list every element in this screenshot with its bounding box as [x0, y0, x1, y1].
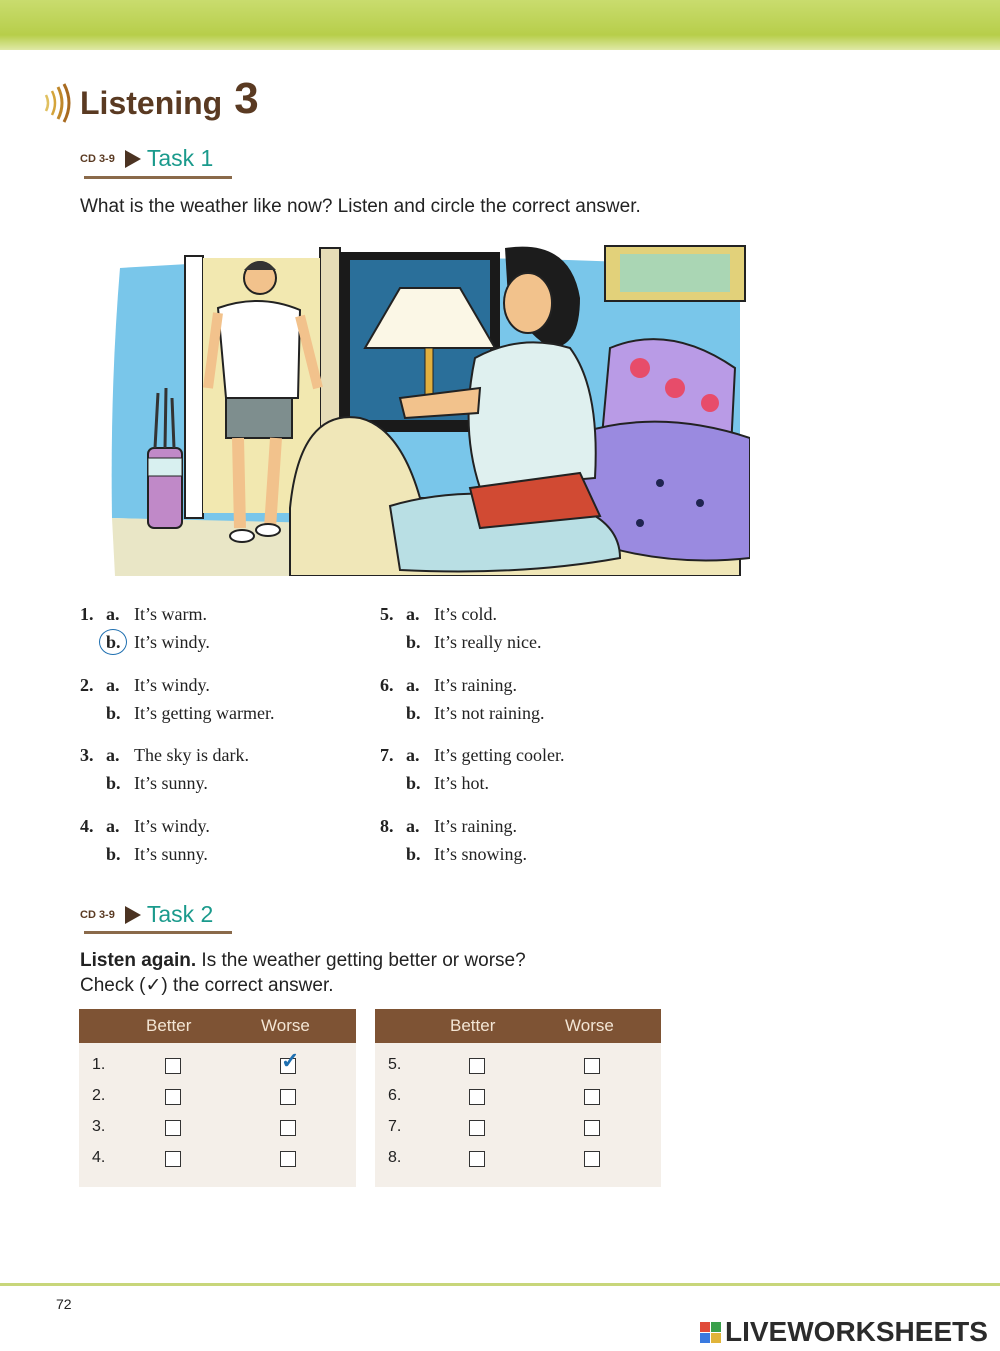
worse-checkbox-5[interactable]	[584, 1058, 600, 1074]
question-item	[80, 745, 380, 801]
section-title: Listening	[80, 84, 223, 121]
option-letter-b[interactable]: b.	[106, 703, 121, 723]
better-checkbox-8[interactable]	[469, 1151, 485, 1167]
task2-title: Task 2	[146, 901, 214, 927]
option-letter-a[interactable]: a.	[106, 604, 120, 624]
option-letter-a[interactable]: a.	[406, 745, 420, 765]
option-text-a: It’s windy.	[134, 816, 210, 836]
row-number: 2.	[92, 1087, 106, 1104]
question-item	[380, 745, 680, 801]
row-number: 6.	[388, 1087, 402, 1104]
option-text-b: It’s really nice.	[434, 632, 542, 652]
question-number: 3.	[80, 745, 94, 765]
question-number: 5.	[380, 604, 394, 624]
table-header	[375, 1009, 661, 1043]
option-text-a: The sky is dark.	[134, 745, 249, 765]
column-better: Better	[146, 1016, 192, 1035]
question-item	[380, 675, 680, 731]
option-text-a: It’s warm.	[134, 604, 207, 624]
question-item	[80, 675, 380, 731]
worse-checkbox-6[interactable]	[584, 1089, 600, 1105]
answer-table-right	[375, 1009, 661, 1187]
task1-title: Task 1	[146, 145, 214, 171]
top-color-band	[0, 0, 1000, 50]
task2-instruction-line1	[80, 950, 526, 972]
task2-underline	[84, 931, 232, 934]
option-text-b: It’s windy.	[134, 632, 210, 652]
row-number: 5.	[388, 1056, 402, 1073]
question-number: 8.	[380, 816, 394, 836]
better-checkbox-6[interactable]	[469, 1089, 485, 1105]
row-number: 7.	[388, 1118, 402, 1135]
worse-checkbox-2[interactable]	[280, 1089, 296, 1105]
section-number: 3	[234, 74, 259, 123]
option-letter-a[interactable]: a.	[106, 816, 120, 836]
option-text-b: It’s sunny.	[134, 773, 208, 793]
task1-underline	[84, 176, 232, 179]
option-text-b: It’s getting warmer.	[134, 703, 275, 723]
option-letter-b[interactable]: b.	[406, 703, 421, 723]
worse-checkbox-7[interactable]	[584, 1120, 600, 1136]
option-letter-b[interactable]: b.	[106, 844, 121, 864]
section-header	[40, 74, 259, 128]
option-text-a: It’s raining.	[434, 816, 517, 836]
better-checkbox-4[interactable]	[165, 1151, 181, 1167]
question-item	[380, 816, 680, 872]
cd-track-label: CD 3-9	[80, 152, 115, 165]
page-number: 72	[56, 1296, 72, 1312]
sound-waves-icon	[40, 83, 78, 123]
brand-logo-icon	[700, 1322, 721, 1343]
option-text-a: It’s raining.	[434, 675, 517, 695]
row-number: 3.	[92, 1118, 106, 1135]
worse-checkbox-3[interactable]	[280, 1120, 296, 1136]
option-text-a: It’s cold.	[434, 604, 497, 624]
question-number: 4.	[80, 816, 94, 836]
better-checkbox-7[interactable]	[469, 1120, 485, 1136]
row-number: 8.	[388, 1149, 402, 1166]
play-arrow-icon	[125, 906, 141, 924]
option-letter-a[interactable]: a.	[106, 675, 120, 695]
option-letter-b[interactable]: b.	[406, 632, 421, 652]
better-checkbox-1[interactable]	[165, 1058, 181, 1074]
question-number: 1.	[80, 604, 94, 624]
option-letter-b[interactable]: b.	[106, 773, 121, 793]
column-worse: Worse	[565, 1016, 614, 1035]
question-item	[80, 816, 380, 872]
option-letter-b[interactable]: b.	[106, 632, 121, 652]
option-letter-b[interactable]: b.	[406, 844, 421, 864]
task1-instruction: What is the weather like now? Listen and circle the correct answer.	[80, 196, 641, 217]
answer-table-left	[79, 1009, 356, 1187]
task1-header	[80, 145, 213, 172]
task2-header	[80, 901, 213, 928]
worse-checkbox-8[interactable]	[584, 1151, 600, 1167]
option-text-a: It’s windy.	[134, 675, 210, 695]
cd-track-label: CD 3-9	[80, 908, 115, 921]
question-number: 2.	[80, 675, 94, 695]
option-text-a: It’s getting cooler.	[434, 745, 565, 765]
task2-instruction-line2: Check (✓) the correct answer.	[80, 975, 334, 996]
task2-instruction-rest: Is the weather getting better or worse?	[196, 950, 526, 971]
option-text-b: It’s not raining.	[434, 703, 545, 723]
question-number: 7.	[380, 745, 394, 765]
illustration-living-room	[100, 238, 750, 576]
footer-rule	[0, 1283, 1000, 1286]
worse-checkbox-4[interactable]	[280, 1151, 296, 1167]
option-letter-a[interactable]: a.	[106, 745, 120, 765]
brand-watermark	[700, 1316, 988, 1348]
option-letter-a[interactable]: a.	[406, 816, 420, 836]
row-number: 4.	[92, 1149, 106, 1166]
table-header	[79, 1009, 356, 1043]
option-text-b: It’s snowing.	[434, 844, 528, 864]
option-letter-a[interactable]: a.	[406, 604, 420, 624]
better-checkbox-2[interactable]	[165, 1089, 181, 1105]
option-text-b: It’s sunny.	[134, 844, 208, 864]
checkmark-icon: ✓	[281, 1048, 300, 1073]
task2-instruction-bold: Listen again.	[80, 950, 197, 971]
play-arrow-icon	[125, 150, 141, 168]
column-worse: Worse	[261, 1016, 310, 1035]
brand-name: LIVEWORKSHEETS	[725, 1316, 988, 1347]
column-better: Better	[450, 1016, 496, 1035]
row-number: 1.	[92, 1056, 106, 1073]
question-item	[80, 604, 380, 660]
option-letter-a[interactable]: a.	[406, 675, 420, 695]
question-number: 6.	[380, 675, 394, 695]
better-checkbox-5[interactable]	[469, 1058, 485, 1074]
question-item	[380, 604, 680, 660]
answer-circle-mark	[99, 629, 127, 655]
option-text-b: It’s hot.	[434, 773, 490, 793]
better-checkbox-3[interactable]	[165, 1120, 181, 1136]
option-letter-b[interactable]: b.	[406, 773, 421, 793]
